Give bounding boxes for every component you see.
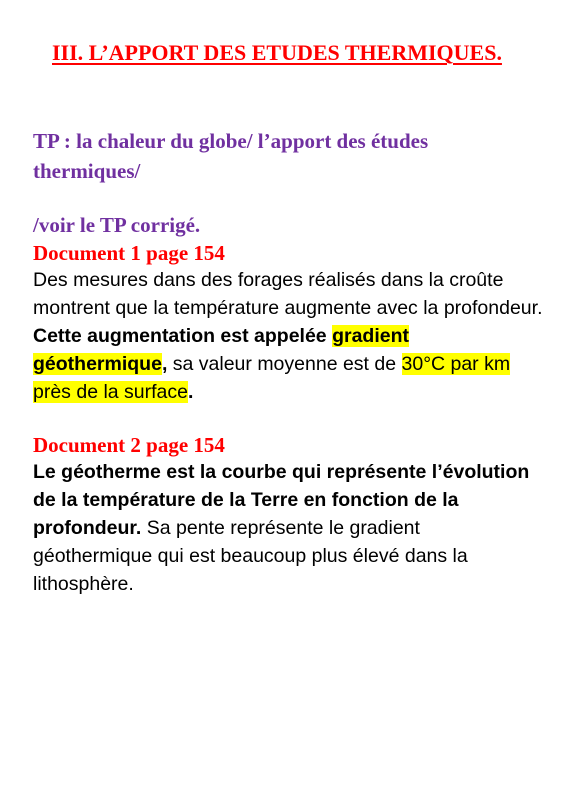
document-2-rest: Sa pente représente le gradient géothermique qui est beaucoup plus élevé dans la lithosphère.	[33, 517, 468, 595]
tp-heading: TP : la chaleur du globe/ l’apport des études thermiques/	[33, 129, 429, 183]
document-2-text	[33, 458, 543, 598]
highlighted-value: 30°C par km près de la surface	[33, 353, 511, 403]
highlighted-term: gradient géothermique	[33, 325, 410, 375]
tp-note: /voir le TP corrigé.	[33, 213, 201, 237]
geotherme-definition: Le géotherme est la courbe qui représente l’évolution de la température de la Terre en fonction de la profondeur.	[33, 461, 530, 539]
section-title	[52, 39, 532, 67]
document-1-block	[33, 213, 543, 406]
document-1-intro: Des mesures dans des forages réalisés dans la croûte montrent que la température augmente avec la profondeur.	[33, 269, 543, 319]
period: .	[188, 381, 194, 403]
document-2-block	[33, 432, 543, 598]
section-title-text: III. L’APPORT DES ETUDES THERMIQUES.	[52, 40, 502, 65]
comma: ,	[161, 353, 168, 375]
document-1-text	[33, 266, 543, 406]
document-1-bold-part: Cette augmentation est appelée	[33, 325, 333, 347]
document-1-heading: Document 1 page 154	[33, 241, 225, 265]
document-2-heading: Document 2 page 154	[33, 433, 225, 457]
document-1-value-text: sa valeur moyenne est de	[167, 353, 402, 375]
